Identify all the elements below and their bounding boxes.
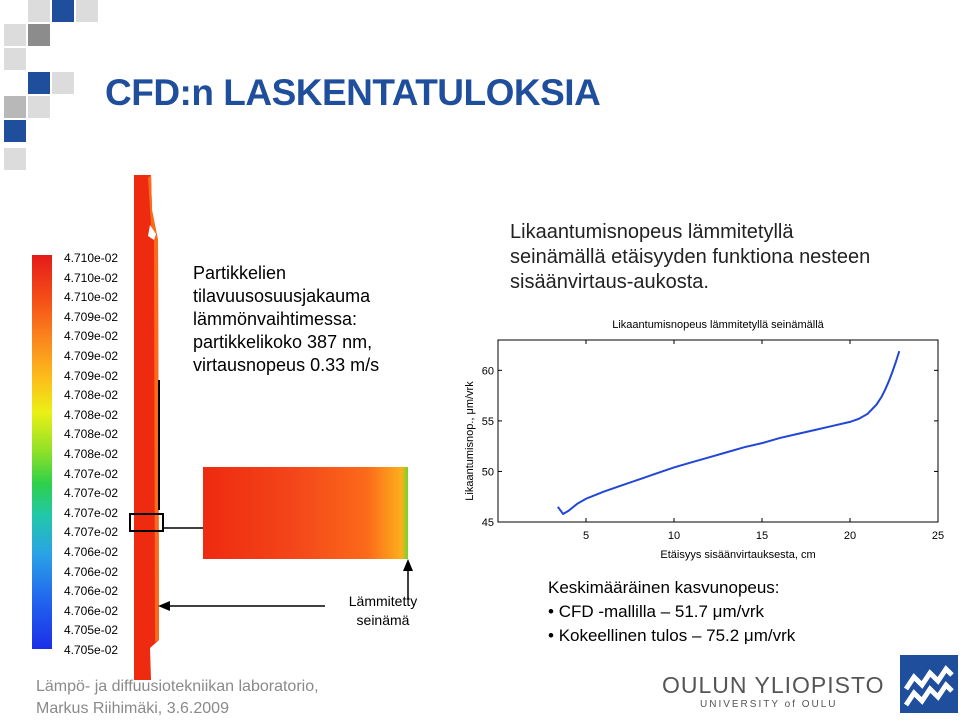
caption-line: Partikkelien <box>193 263 287 283</box>
deco-square <box>4 120 26 142</box>
summary-item-text: CFD -mallilla – 51.7 μm/vrk <box>558 602 765 621</box>
channel-wall-line <box>158 380 160 510</box>
slide-title: CFD:n LASKENTATULOKSIA <box>105 72 601 113</box>
color-scale-bar <box>32 255 52 649</box>
scale-label: 4.708e-02 <box>64 388 119 403</box>
heated-wall-label <box>318 592 448 630</box>
scale-label: 4.707e-02 <box>64 486 119 501</box>
caption-line: lämmönvaihtimessa: <box>193 309 358 329</box>
chart-title: Likaantumisnopeus lämmitetyllä seinämällä <box>612 319 824 331</box>
deco-square <box>4 24 26 46</box>
growth-rate-summary <box>548 576 795 648</box>
scale-label: 4.710e-02 <box>64 290 119 305</box>
deco-square <box>52 72 74 94</box>
scale-label: 4.706e-02 <box>64 603 119 618</box>
zoom-box <box>130 514 163 531</box>
footer-line-lab: Lämpö- ja diffuusiotekniikan laboratorio, <box>36 678 319 695</box>
x-tick-label: 15 <box>755 530 769 542</box>
scale-label: 4.709e-02 <box>64 368 119 383</box>
scale-label: 4.707e-02 <box>64 525 119 540</box>
caption-line: partikkelikoko 387 nm, <box>193 332 373 352</box>
scale-label: 4.708e-02 <box>64 407 119 422</box>
scale-label: 4.710e-02 <box>64 251 119 265</box>
scale-label: 4.706e-02 <box>64 584 119 599</box>
x-axis-label: Etäisyys sisäänvirtauksesta, cm <box>660 549 816 561</box>
deco-square <box>4 148 26 170</box>
y-tick-label: 55 <box>481 415 494 428</box>
deco-square <box>52 0 74 22</box>
scale-label: 4.710e-02 <box>64 270 119 285</box>
summary-item-text: Kokeellinen tulos – 75.2 μm/vrk <box>558 626 796 645</box>
scale-label: 4.706e-02 <box>64 544 119 559</box>
y-axis-label: Likaantumisnop., μm/vrk <box>464 381 476 501</box>
deco-square <box>28 0 50 22</box>
fouling-rate-chart <box>458 310 960 570</box>
summary-heading: Keskimääräinen kasvunopeus: <box>548 578 780 597</box>
x-tick-label: 10 <box>667 530 681 542</box>
arrow-head-left <box>158 601 170 611</box>
scale-label: 4.707e-02 <box>64 466 119 481</box>
wall-label-line: Lämmitetty <box>348 593 418 609</box>
cfd-caption <box>193 262 379 377</box>
description-line: sisäänvirtaus-aukosta. <box>510 271 709 293</box>
y-tick-label: 45 <box>481 517 494 529</box>
deco-square <box>28 24 50 46</box>
deco-square <box>4 96 26 118</box>
caption-line: tilavuusosuusjakauma <box>193 286 371 306</box>
deco-square <box>76 0 98 22</box>
color-scale-labels <box>64 249 118 660</box>
scale-label: 4.706e-02 <box>64 564 119 579</box>
university-logo <box>900 655 958 713</box>
caption-line: virtausnopeus 0.33 m/s <box>193 355 380 375</box>
university-name-en: UNIVERSITY of OULU <box>700 699 838 710</box>
deco-square <box>28 96 50 118</box>
scale-label: 4.709e-02 <box>64 329 119 344</box>
arrow-head-up <box>403 559 413 571</box>
wall-label-line: seinämä <box>356 612 410 628</box>
footer <box>36 676 319 720</box>
scale-label: 4.705e-02 <box>64 642 119 657</box>
scale-label: 4.709e-02 <box>64 348 119 363</box>
scale-label: 4.709e-02 <box>64 309 119 324</box>
deco-square <box>4 48 26 70</box>
scale-label: 4.708e-02 <box>64 446 119 461</box>
y-tick-label: 50 <box>481 466 494 479</box>
plot-frame <box>498 340 938 522</box>
x-tick-label: 25 <box>931 530 945 542</box>
summary-item-experimental: • Kokeellinen tulos – 75.2 μm/vrk <box>548 626 796 645</box>
description-line: Likaantumisnopeus lämmitetyllä <box>510 221 794 243</box>
scale-label: 4.708e-02 <box>64 427 119 442</box>
university-name: OULUN YLIOPISTO <box>662 672 885 698</box>
deco-square <box>28 72 50 94</box>
scale-label: 4.705e-02 <box>64 623 119 638</box>
series-line <box>558 351 899 514</box>
x-tick-label: 20 <box>843 530 857 542</box>
scale-label: 4.707e-02 <box>64 505 119 520</box>
chart-description <box>510 220 950 295</box>
footer-line-author: Markus Riihimäki, 3.6.2009 <box>36 700 229 717</box>
summary-item-cfd: • CFD -mallilla – 51.7 μm/vrk <box>548 602 765 621</box>
description-line: seinämällä etäisyyden funktiona nesteen <box>510 246 871 268</box>
y-tick-label: 60 <box>481 365 494 378</box>
x-tick-label: 5 <box>582 530 590 542</box>
